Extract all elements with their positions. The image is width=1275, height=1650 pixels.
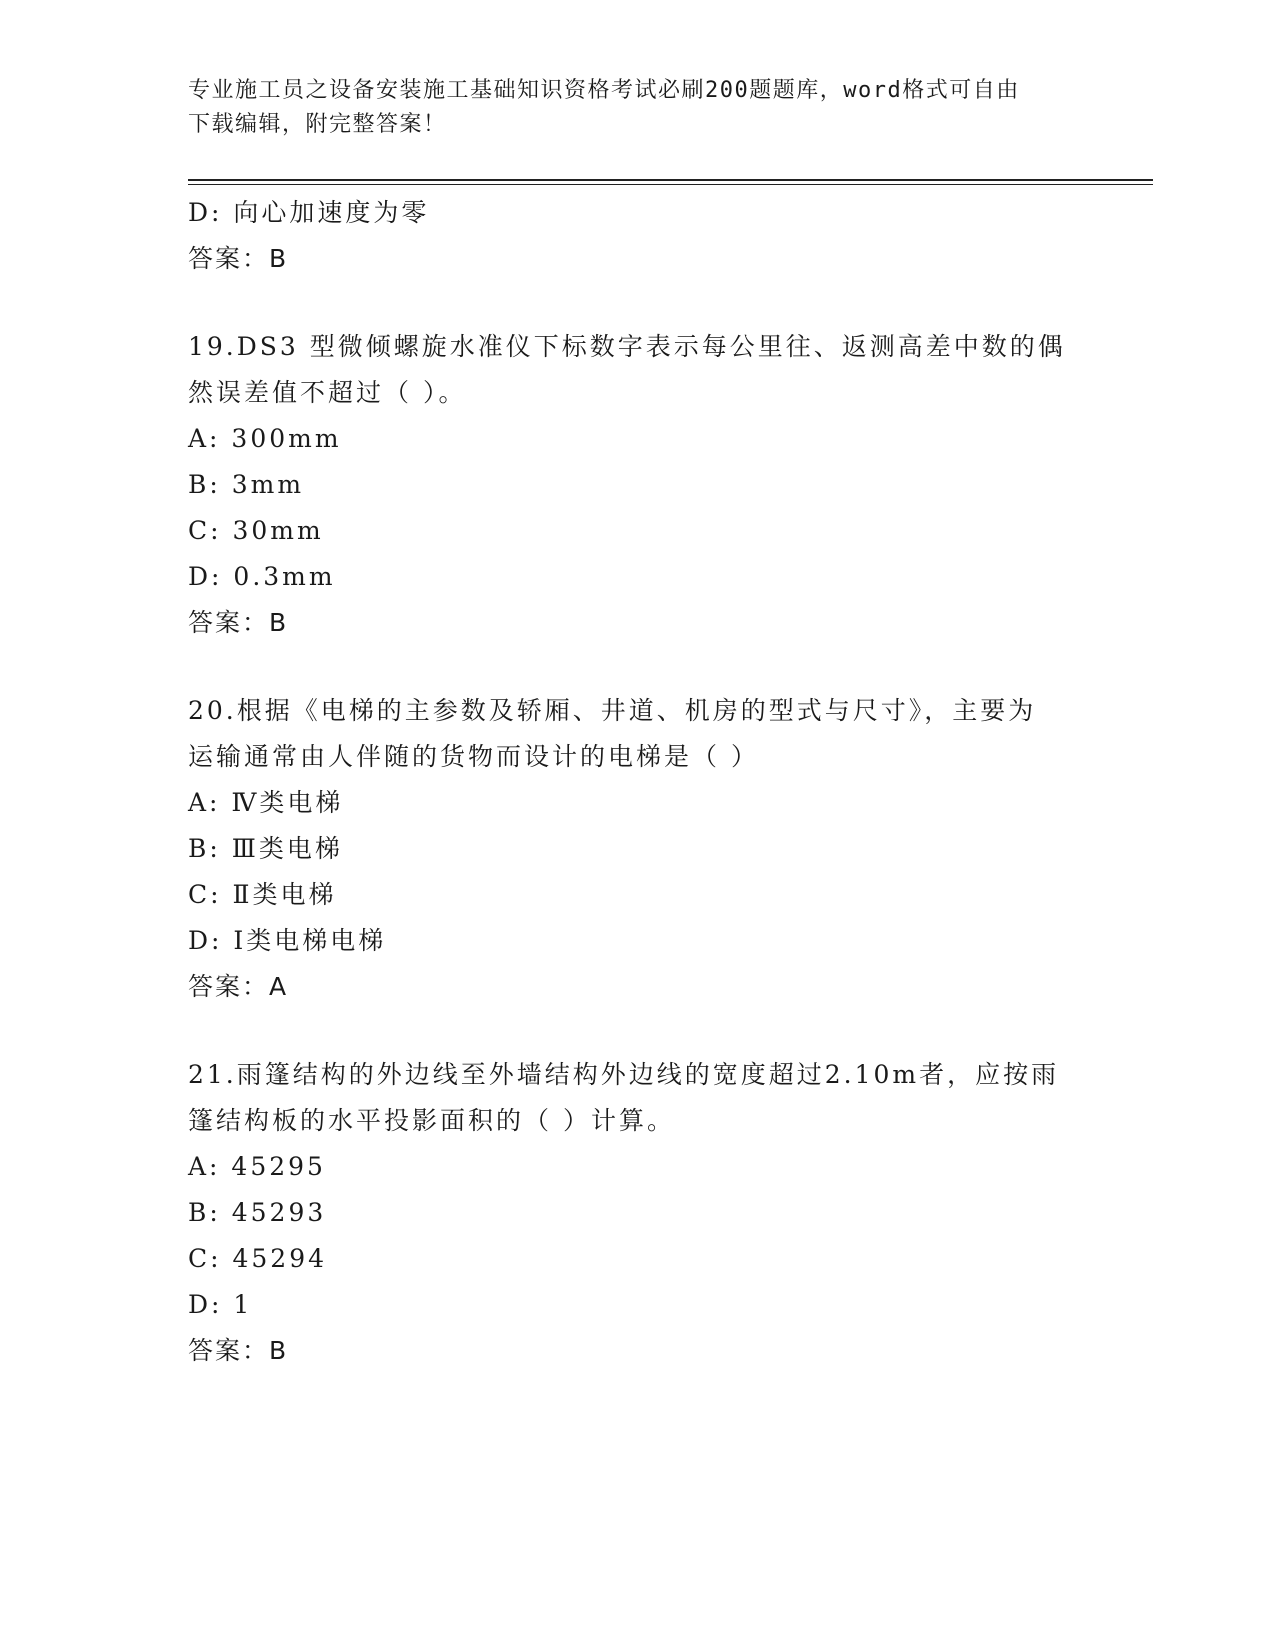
option-b: B: 45293 (188, 1198, 327, 1227)
option-c: C: Ⅱ类电梯 (188, 880, 337, 909)
option-a: A: 300mm (188, 424, 342, 453)
answer-line: 答案：B (188, 1336, 289, 1365)
answer-line: 答案：B (188, 244, 289, 273)
option-d: D: 1 (188, 1290, 253, 1319)
question-text-line-1: 20.根据《电梯的主参数及轿厢、井道、机房的型式与尺寸》，主要为 (188, 696, 1037, 725)
option-d: D: 0.3mm (188, 562, 336, 591)
spacer (188, 282, 1088, 324)
option-b: B: Ⅲ类电梯 (188, 834, 343, 863)
spacer (188, 1010, 1088, 1052)
question-21 (188, 1052, 1088, 1374)
question-20 (188, 688, 1088, 1010)
option-c: C: 30mm (188, 516, 324, 545)
option-d: D: 向心加速度为零 (188, 198, 430, 227)
header-title-line-1: 专业施工员之设备安装施工基础知识资格考试必刷200题题库，word格式可自由 (188, 78, 1020, 103)
question-text-line-2: 然误差值不超过（ ）。 (188, 378, 467, 407)
question-19 (188, 324, 1088, 646)
question-text-line-1: 21.雨篷结构的外边线至外墙结构外边线的宽度超过2.10m者，应按雨 (188, 1060, 1060, 1089)
previous-question-tail (188, 190, 1088, 282)
question-text-line-2: 篷结构板的水平投影面积的（ ）计算。 (188, 1106, 675, 1135)
header-divider-thick (188, 179, 1153, 181)
question-text-line-1: 19.DS3 型微倾螺旋水准仪下标数字表示每公里往、返测高差中数的偶 (188, 332, 1066, 361)
question-list (188, 190, 1088, 1374)
question-text-line-2: 运输通常由人伴随的货物而设计的电梯是（ ） (188, 742, 759, 771)
option-b: B: 3mm (188, 470, 305, 499)
option-a: A: Ⅳ类电梯 (188, 788, 344, 817)
header-title-line-2: 下载编辑，附完整答案！ (188, 112, 447, 137)
document-header (188, 74, 1088, 142)
option-a: A: 45295 (188, 1152, 326, 1181)
spacer (188, 646, 1088, 688)
option-d: D: Ⅰ类电梯电梯 (188, 926, 387, 955)
answer-line: 答案：A (188, 972, 289, 1001)
answer-line: 答案：B (188, 608, 289, 637)
header-divider-thin (188, 184, 1153, 185)
option-c: C: 45294 (188, 1244, 328, 1273)
